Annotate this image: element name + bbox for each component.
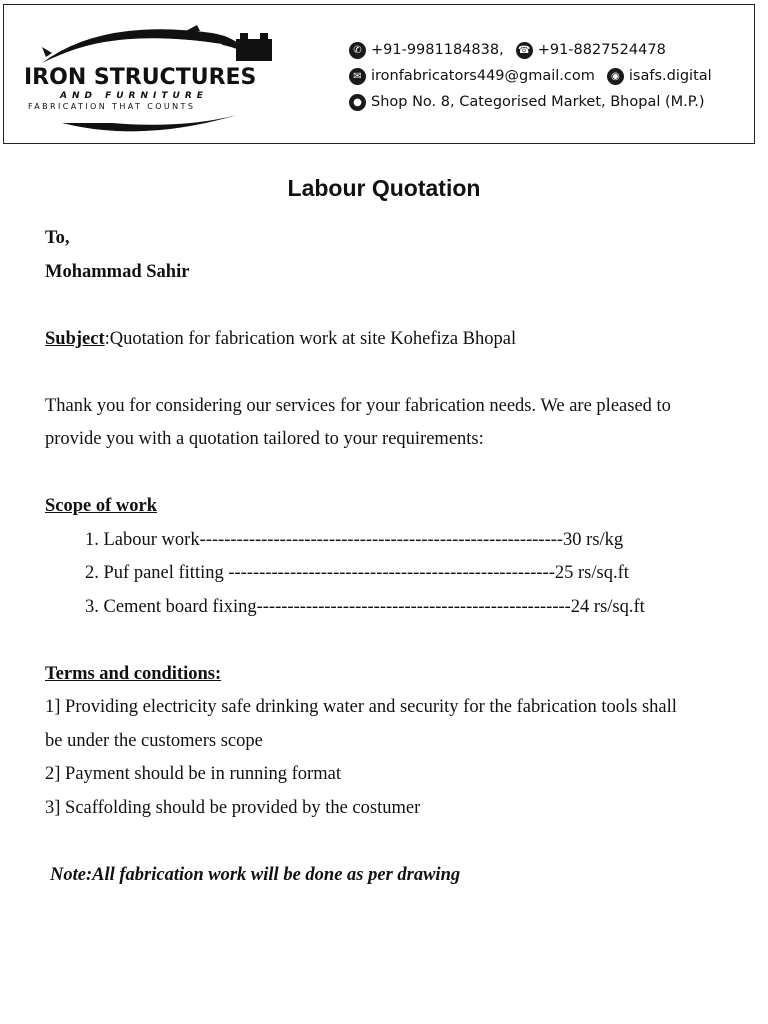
company-logo xyxy=(22,23,282,133)
brand-name: IRON STRUCTURES xyxy=(24,65,257,90)
subject-line xyxy=(45,323,757,357)
scope-item: 3. Cement board fixing---------------------------------------------------24 rs/sq.ft xyxy=(85,596,645,617)
terms-line: 3] Scaffolding should be provided by the costumer xyxy=(45,797,421,818)
recipient-name: Mohammad Sahir xyxy=(45,261,190,282)
terms-line: be under the customers scope xyxy=(45,730,263,751)
scope-item: 2. Puf panel fitting -----------------------------------------------------25 rs/sq.ft xyxy=(85,563,629,583)
terms-heading: Terms and conditions: xyxy=(45,663,222,684)
phone-number-1: +91-9981184838, xyxy=(371,42,504,58)
email-address: ironfabricators449@gmail.com xyxy=(371,68,595,84)
letterhead xyxy=(3,4,755,144)
contact-block xyxy=(349,37,712,115)
phone-number-2: +91-8827524478 xyxy=(537,42,666,58)
to-label: To, xyxy=(45,228,70,248)
note: Note:All fabrication work will be done as per drawing xyxy=(50,864,461,885)
page-title: Labour Quotation xyxy=(287,175,481,201)
email-icon: ✉ xyxy=(349,68,366,85)
terms-line: 2] Payment should be in running format xyxy=(45,764,341,784)
terms-line: 1] Providing electricity safe drinking water and security for the fabrication tools shall xyxy=(45,697,677,717)
subject-text: :Quotation for fabrication work at site Kohefiza Bhopal xyxy=(104,328,517,349)
phone-icon: ✆ xyxy=(349,42,366,59)
address: Shop No. 8, Categorised Market, Bhopal (M.P.) xyxy=(371,94,705,110)
document-body xyxy=(45,222,757,892)
website: isafs.digital xyxy=(628,68,712,84)
phone-row xyxy=(349,37,712,63)
scope-heading: Scope of work xyxy=(45,496,158,516)
subject-label: Subject xyxy=(45,328,105,349)
whatsapp-icon: ☎ xyxy=(516,42,533,59)
intro-line-1: Thank you for considering our services for your fabrication needs. We are pleased to xyxy=(45,395,671,416)
scope-item: 1. Labour work-----------------------------------------------------------30 rs/kg xyxy=(85,529,624,550)
intro-line-2: provide you with a quotation tailored to your requirements: xyxy=(45,429,484,449)
brand-subtitle: AND FURNITURE xyxy=(60,91,208,101)
email-row xyxy=(349,63,712,89)
brand-tagline: FABRICATION THAT COUNTS xyxy=(28,102,196,111)
globe-icon: ◉ xyxy=(607,68,624,85)
address-row xyxy=(349,89,712,115)
location-pin-icon: ● xyxy=(349,94,366,111)
